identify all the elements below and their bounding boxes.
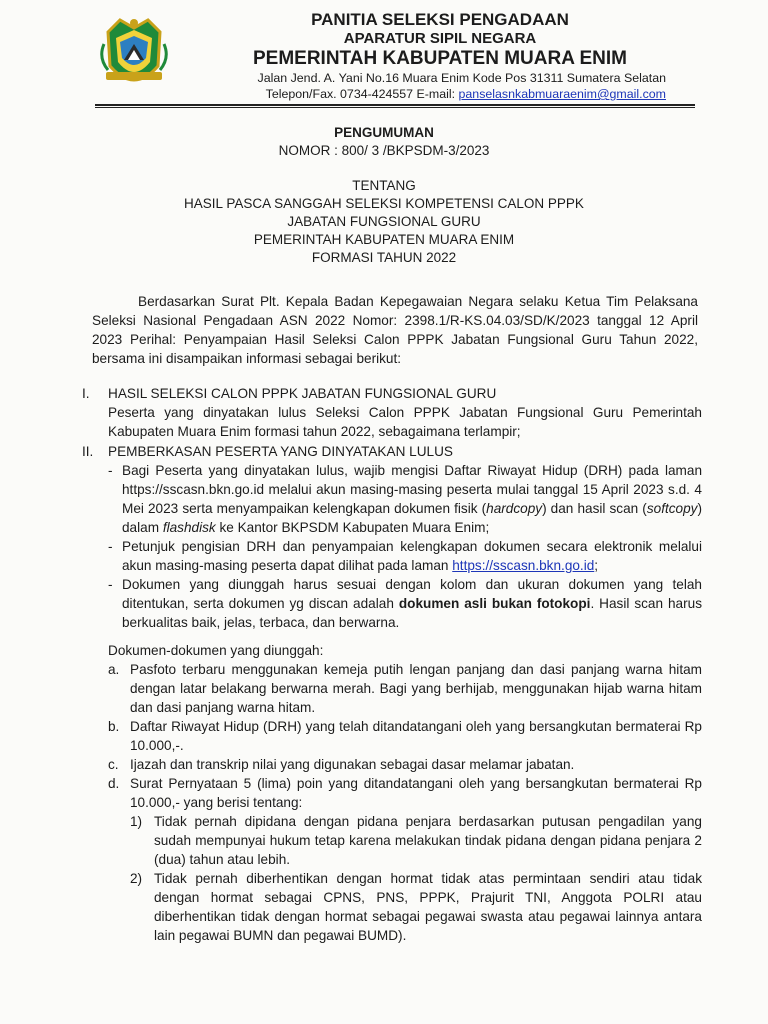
bullet-text: ke Kantor BKPSDM Kabupaten Muara Enim; [215, 520, 490, 535]
phone-text: Telepon/Fax. 0734-424557 E-mail: [265, 87, 459, 101]
bullet-bold: dokumen asli bukan fotokopi [398, 596, 591, 611]
bullet-documents [122, 575, 702, 632]
section-1-text: Peserta yang dinyatakan lulus Seleksi Calon PPPK Jabatan Fungsional Guru Pemerintah Kabupaten Muara Enim formasi tahun 2022, sebagaimana terlampir; [108, 405, 702, 439]
bullet-text: . Hasil scan harus berkualitas baik, jelas, terbaca, dan berwarna. [122, 596, 703, 630]
number-marker: 2) [130, 871, 143, 886]
doc-item-c: Ijazah dan transkrip nilai yang digunakan sebagai dasar melamar jabatan. [130, 757, 575, 772]
subject-line-3: PEMERINTAH KABUPATEN MUARA ENIM [253, 232, 515, 247]
letterhead-divider [95, 104, 695, 106]
bullet-text: Bagi Peserta yang dinyatakan lulus, wajib mengisi Daftar Riwayat Hidup (DRH) pada laman https://sscasn.bkn.go.id melalui akun masing-masing peserta mulai tanggal 15 April 2023 s.d. 4 Mei 2023 serta menyampaikan kelengkapan dokumen fisik ( [122, 463, 702, 516]
list-item [108, 755, 702, 774]
dash-marker: - [108, 463, 113, 478]
alpha-marker: d. [108, 776, 120, 791]
bullet-text: Petunjuk pengisian DRH dan penyampaian kelengkapan dokumen secara elektronik melalui akun masing-masing peserta dapat dilihat pada laman [122, 539, 702, 573]
letterhead-divider-thin [95, 107, 695, 108]
list-item [130, 812, 702, 869]
section-2 [82, 442, 702, 945]
bullet-text: Dokumen yang diunggah harus sesuai dengan kolom dan ukuran dokumen yang telah ditentukan, serta dokumen yg discan adalah [122, 577, 702, 611]
dash-marker: - [108, 577, 113, 592]
announcement-about: TENTANG [352, 178, 416, 193]
letterhead [0, 0, 768, 110]
bullet-italic: hardcopy [486, 501, 543, 516]
bullet-italic: flashdisk [162, 520, 216, 535]
bullet-text: ) dalam [122, 501, 702, 535]
list-item [108, 461, 702, 537]
intro-paragraph: Berdasarkan Surat Plt. Kepala Badan Kepegawaian Negara selaku Ketua Tim Pelaksana Seleksi Nasional Pengadaan ASN 2022 Nomor: 2398.1/R-KS.04.03/SD/K/2023 tanggal 12 April 2023 Perihal: Penyampaian Hasil Seleksi Calon PPPK Jabatan Fungsional Guru Tahun 2022, bersama ini disampaikan informasi sebagai berikut: [92, 294, 698, 366]
doc-item-d: Surat Pernyataan 5 (lima) poin yang ditandatangani oleh yang bersangkutan bermaterai Rp 10.000,- yang berisi tentang: [130, 776, 702, 810]
bullet-instructions [122, 537, 702, 575]
alpha-marker: b. [108, 719, 120, 734]
doc-item-a: Pasfoto terbaru menggunakan kemeja putih lengan panjang dan dasi panjang warna hitam dengan latar belakang berwarna merah. Bagi yang berhijab, menggunakan hijab warna hitam dan dasi panjang warna hitam. [130, 662, 702, 715]
committee-name: PANITIA SELEKSI PENGADAAN [311, 10, 569, 29]
section-1-number: I. [82, 386, 90, 401]
sscasn-link[interactable]: https://sscasn.bkn.go.id [452, 558, 595, 573]
bullet-text: ; [594, 558, 599, 573]
list-item [108, 575, 702, 632]
list-item [108, 774, 702, 812]
bullet-text: ) dan hasil scan ( [542, 501, 647, 516]
bullet-drh [122, 461, 702, 537]
list-item [108, 537, 702, 575]
list-item [130, 869, 702, 945]
documents-intro: Dokumen-dokumen yang diunggah: [108, 643, 324, 658]
section-1-heading: HASIL SELEKSI CALON PPPK JABATAN FUNGSIONAL GURU [108, 386, 497, 401]
address-line: Jalan Jend. A. Yani No.16 Muara Enim Kode Pos 31311 Sumatera Selatan [257, 71, 666, 85]
subject-line-2: JABATAN FUNGSIONAL GURU [287, 214, 481, 229]
announcement-title: PENGUMUMAN [334, 125, 434, 140]
doc-item-b: Daftar Riwayat Hidup (DRH) yang telah ditandatangani oleh yang bersangkutan bermaterai Rp 10.000,-. [130, 719, 702, 753]
announcement-number: NOMOR : 800/ 3 /BKPSDM-3/2023 [278, 143, 490, 158]
committee-subtitle: APARATUR SIPIL NEGARA [343, 30, 537, 47]
government-name: PEMERINTAH KABUPATEN MUARA ENIM [252, 48, 627, 69]
muara-enim-emblem-icon [100, 14, 168, 96]
email-link[interactable]: panselasnkabmuaraenim@gmail.com [458, 87, 666, 101]
section-1 [82, 384, 702, 441]
list-item [108, 660, 702, 717]
statement-point-2: Tidak pernah diberhentikan dengan hormat tidak atas permintaan sendiri atau tidak dengan hormat sebagai CPNS, PNS, PPPK, Prajurit TNI, Anggota POLRI atau diberhentikan tidak dengan hormat sebagai pegawai swasta atau pegawai lainnya antara lain pegawai BUMN dan pegawai BUMD). [154, 871, 702, 943]
alpha-marker: a. [108, 662, 120, 677]
subject-line-1: HASIL PASCA SANGGAH SELEKSI KOMPETENSI CALON PPPK [184, 196, 584, 211]
number-marker: 1) [130, 814, 143, 829]
dash-marker: - [108, 539, 113, 554]
subject-line-4: FORMASI TAHUN 2022 [311, 250, 457, 265]
list-item [108, 717, 702, 755]
section-2-heading: PEMBERKASAN PESERTA YANG DINYATAKAN LULUS [108, 444, 453, 459]
statement-point-1: Tidak pernah dipidana dengan pidana penjara berdasarkan putusan pengadilan yang sudah mempunyai hukum tetap karena melakukan tindak pidana dengan pidana penjara 2 (dua) tahun atau lebih. [154, 814, 702, 867]
bullet-italic: softcopy [646, 501, 698, 516]
contact-line [190, 86, 666, 102]
section-2-number: II. [82, 444, 94, 459]
alpha-marker: c. [108, 757, 119, 772]
